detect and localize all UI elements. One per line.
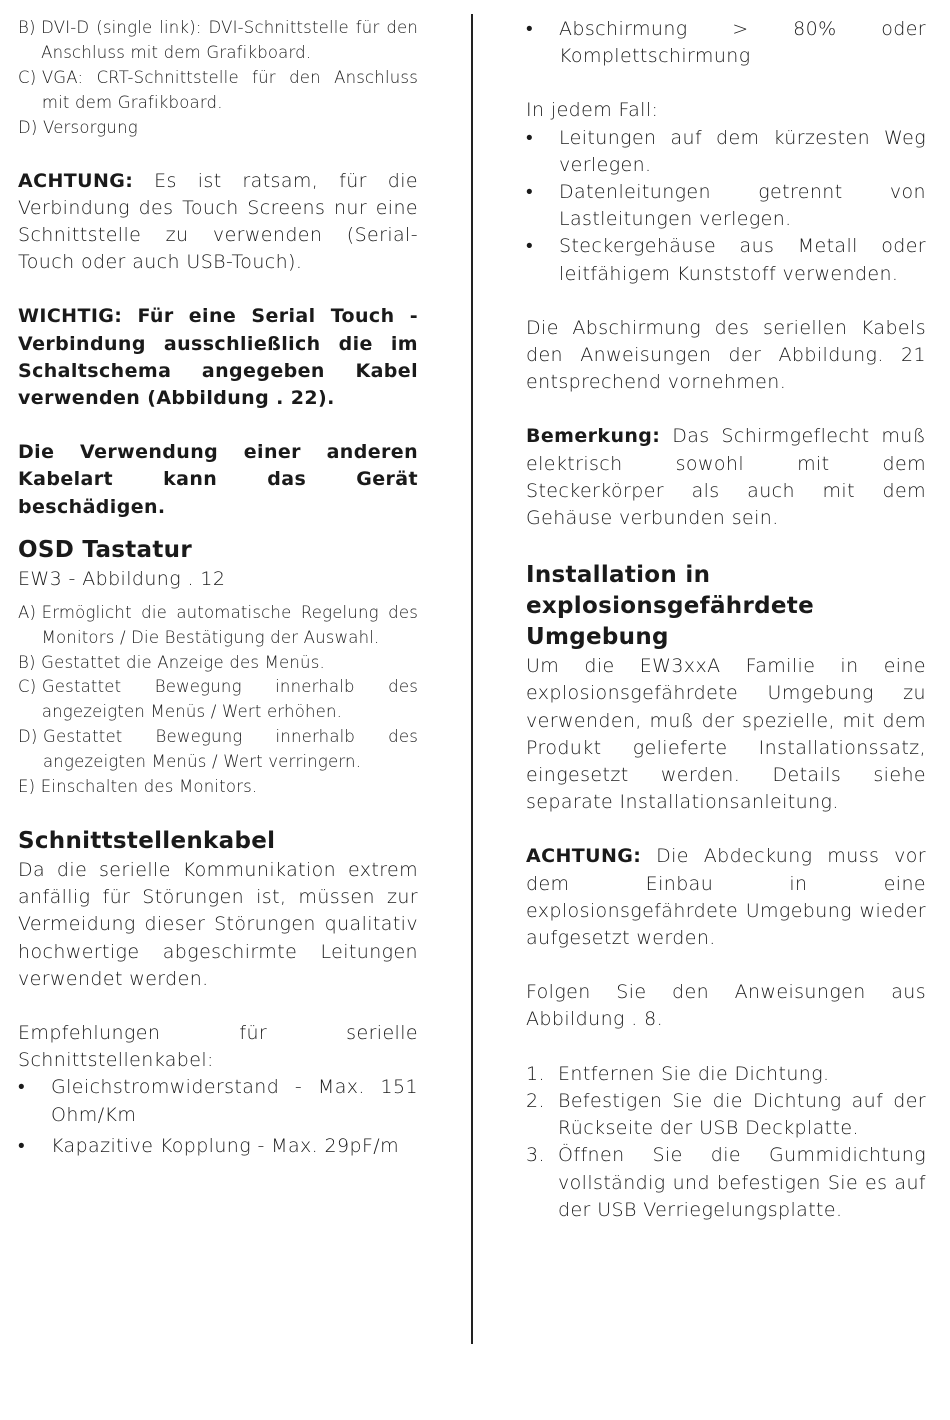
bemerkung-label: Bemerkung: <box>526 425 661 448</box>
abschirmung-list <box>526 16 926 70</box>
empfehlungen-list <box>18 1074 418 1160</box>
achtung-note: ACHTUNG: Die Abdeckung muss vor dem Einbau in eine explosionsgefährdete Umgebung wieder aufgesetzt werden. <box>526 845 926 950</box>
connector-list <box>18 16 418 141</box>
list-item: • Steckergehäuse aus Metall oder leitfähigem Kunststoff verwenden. <box>526 233 926 287</box>
bullet-icon: • <box>526 18 534 40</box>
list-item: C) Gestattet Bewegung innerhalb des angezeigten Menüs / Wert erhöhen. <box>18 677 418 722</box>
list-item: • Kapazitive Kopplung - Max. 29pF/m <box>18 1133 418 1160</box>
steps-list <box>526 1061 926 1224</box>
achtung-text: Es ist ratsam, für die Verbindung des Touch Screens nur eine Schnittstelle zu verwenden (Serial-Touch oder auch USB-Touch). <box>18 169 418 274</box>
install-text: Um die EW3xxA Familie in eine explosionsgefährdete Umgebung zu verwenden, muß der spezielle, mit dem Produkt gelieferte Installationssatz, eingesetzt werden. Details siehe separate Installationsanleitung. <box>526 655 926 814</box>
bullet-icon: • <box>526 235 534 258</box>
bullet-icon: • <box>18 1134 26 1157</box>
bullet-icon: • <box>526 181 534 204</box>
bullet-icon: • <box>18 1076 26 1099</box>
left-column <box>18 16 418 1160</box>
achtung-label: ACHTUNG: <box>18 169 134 192</box>
install-heading: Installation in explosionsgefährdete Umgebung <box>526 562 814 651</box>
osd-subheading: EW3 - Abbildung . 12 <box>18 567 226 590</box>
list-item: C) VGA: CRT-Schnittstelle für den Anschluss mit dem Grafikboard. <box>18 67 418 112</box>
list-item: • Abschirmung > 80% oder Komplettschirmung <box>526 16 926 70</box>
kabel-text: Da die serielle Kommunikation extrem anfällig für Störungen ist, müssen zur Vermeidung dieser Störungen qualitativ hochwertige abgeschirmte Leitungen verwendet werden. <box>18 859 418 990</box>
list-item: D) Gestattet Bewegung innerhalb des angezeigten Menüs / Wert verringern. <box>18 727 418 772</box>
osd-list <box>18 601 418 800</box>
osd-heading: OSD Tastatur <box>18 536 192 563</box>
jedem-fall-text: In jedem Fall: <box>526 99 659 122</box>
list-item: 2. Befestigen Sie die Dichtung auf der Rückseite der USB Deckplatte. <box>526 1089 926 1140</box>
achtung-label: ACHTUNG: <box>526 845 642 868</box>
list-item: D) Versorgung <box>18 117 138 137</box>
fall-list <box>526 125 926 288</box>
list-item: • Datenleitungen getrennt von Lastleitungen verlegen. <box>526 179 926 233</box>
abschirmung-text: Die Abschirmung des seriellen Kabels den Anweisungen der Abbildung. 21 entsprechend vornehmen. <box>526 316 926 394</box>
kabel-heading: Schnittstellenkabel <box>18 828 276 855</box>
list-item: B) DVI-D (single link): DVI-Schnittstelle für den Anschluss mit dem Grafikboard. <box>18 18 418 62</box>
bullet-icon: • <box>526 126 534 149</box>
list-item: B) Gestattet die Anzeige des Menüs. <box>18 652 325 672</box>
wichtig-note: WICHTIG: Für eine Serial Touch - Verbindung ausschließlich die im Schaltschema angegeben Kabel verwenden (Abbildung . 22). <box>18 305 418 409</box>
bemerkung-note: Bemerkung: Das Schirmgeflecht muß elektrisch sowohl mit dem Steckerkörper als auch mit dem Gehäuse verbunden sein. <box>526 425 926 530</box>
list-item: 1. Entfernen Sie die Dichtung. <box>526 1062 830 1085</box>
list-item: • Leitungen auf dem kürzesten Weg verlegen. <box>526 125 926 179</box>
folgen-text: Folgen Sie den Anweisungen aus Abbildung . 8. <box>526 981 926 1031</box>
achtung-note <box>18 168 418 277</box>
list-item: • Gleichstromwiderstand - Max. 151 Ohm/Km <box>18 1074 418 1128</box>
column-divider <box>471 14 473 1344</box>
right-column <box>526 16 926 1224</box>
verwendung-note: Die Verwendung einer anderen Kabelart kann das Gerät beschädigen. <box>18 441 418 518</box>
list-item: A) Ermöglicht die automatische Regelung des Monitors / Die Bestätigung der Auswahl. <box>18 602 418 647</box>
empfehlungen-text: Empfehlungen für serielle Schnittstellenkabel: <box>18 1022 418 1072</box>
list-item: E) Einschalten des Monitors. <box>18 777 258 797</box>
list-item: 3. Öffnen Sie die Gummidichtung vollständig und befestigen Sie es auf der USB Verriegelungsplatte. <box>526 1144 926 1221</box>
